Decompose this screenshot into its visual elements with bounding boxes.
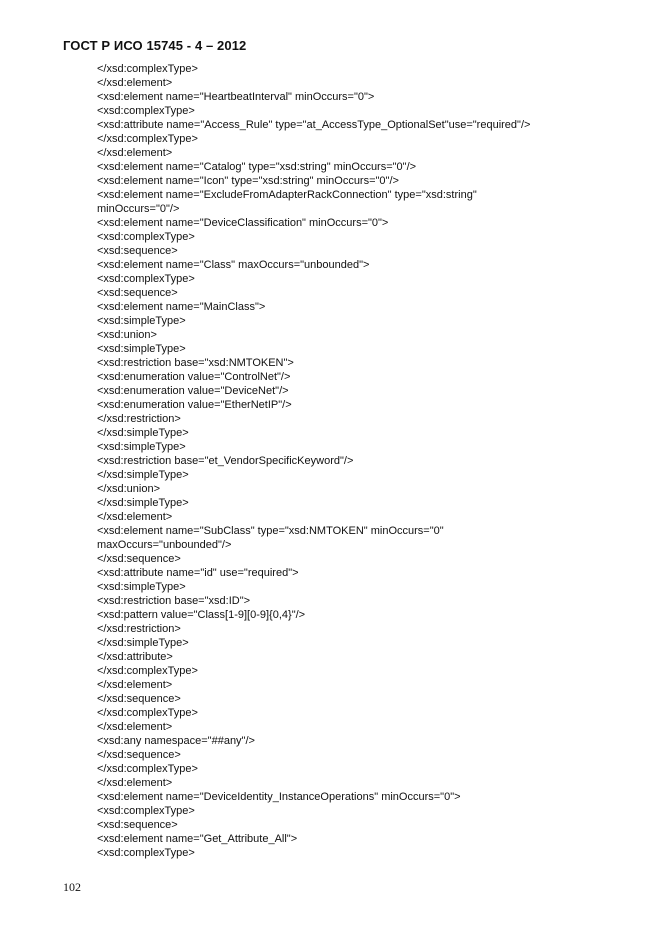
code-line: </xsd:restriction>	[97, 413, 181, 425]
code-line: <xsd:attribute name="Access_Rule" type="at_AccessType_OptionalSet"use="required"/>	[97, 119, 531, 131]
code-line: <xsd:element name="Class" maxOccurs="unbounded">	[97, 259, 370, 271]
code-line: <xsd:complexType>	[97, 231, 195, 243]
code-line: <xsd:union>	[97, 329, 157, 341]
code-line: </xsd:sequence>	[97, 553, 181, 565]
code-line: </xsd:complexType>	[97, 63, 198, 75]
code-line: <xsd:enumeration value="ControlNet"/>	[97, 371, 291, 383]
code-line: </xsd:simpleType>	[97, 497, 189, 509]
code-line: <xsd:restriction base="xsd:ID">	[97, 595, 251, 607]
code-line: minOccurs="0"/>	[97, 203, 180, 215]
code-line: <xsd:sequence>	[97, 245, 178, 257]
code-line: </xsd:sequence>	[97, 749, 181, 761]
code-line: </xsd:complexType>	[97, 665, 198, 677]
code-line: <xsd:element name="Icon" type="xsd:string" minOccurs="0"/>	[97, 175, 399, 187]
code-line: maxOccurs="unbounded"/>	[97, 539, 232, 551]
code-line: <xsd:element name="SubClass" type="xsd:NMTOKEN" minOccurs="0"	[97, 525, 444, 537]
code-line: </xsd:element>	[97, 777, 173, 789]
code-line: <xsd:simpleType>	[97, 315, 186, 327]
code-line: </xsd:attribute>	[97, 651, 173, 663]
code-line: <xsd:simpleType>	[97, 581, 186, 593]
code-line: <xsd:complexType>	[97, 273, 195, 285]
code-line: <xsd:element name="MainClass">	[97, 301, 266, 313]
code-line: </xsd:simpleType>	[97, 469, 189, 481]
code-line: <xsd:attribute name="id" use="required">	[97, 567, 299, 579]
code-line: </xsd:element>	[97, 147, 173, 159]
code-line: <xsd:sequence>	[97, 287, 178, 299]
code-line: <xsd:enumeration value="EtherNetIP"/>	[97, 399, 292, 411]
code-line: </xsd:union>	[97, 483, 160, 495]
code-line: </xsd:complexType>	[97, 707, 198, 719]
code-line: <xsd:element name="Get_Attribute_All">	[97, 833, 298, 845]
code-line: </xsd:simpleType>	[97, 637, 189, 649]
code-line: </xsd:element>	[97, 77, 173, 89]
code-line: <xsd:enumeration value="DeviceNet"/>	[97, 385, 289, 397]
code-line: </xsd:sequence>	[97, 693, 181, 705]
page-number: 102	[63, 880, 81, 894]
code-line: </xsd:simpleType>	[97, 427, 189, 439]
code-line: <xsd:complexType>	[97, 847, 195, 859]
code-line: <xsd:element name="HeartbeatInterval" minOccurs="0">	[97, 91, 375, 103]
xsd-code-block	[97, 62, 637, 860]
code-line: <xsd:complexType>	[97, 805, 195, 817]
code-line: <xsd:element name="DeviceIdentity_InstanceOperations" minOccurs="0">	[97, 791, 461, 803]
code-line: <xsd:sequence>	[97, 819, 178, 831]
code-line: <xsd:element name="Catalog" type="xsd:string" minOccurs="0"/>	[97, 161, 417, 173]
code-line: <xsd:restriction base="et_VendorSpecificKeyword"/>	[97, 455, 354, 467]
code-line: </xsd:element>	[97, 511, 173, 523]
code-line: </xsd:complexType>	[97, 133, 198, 145]
code-line: </xsd:element>	[97, 721, 173, 733]
code-line: <xsd:element name="DeviceClassification" minOccurs="0">	[97, 217, 389, 229]
code-line: <xsd:pattern value="Class[1-9][0-9]{0,4}"/>	[97, 609, 306, 621]
page-header-title: ГОСТ Р ИСО 15745 - 4 – 2012	[63, 38, 247, 53]
code-line: <xsd:any namespace="##any"/>	[97, 735, 255, 747]
code-line: </xsd:element>	[97, 679, 173, 691]
code-line: </xsd:complexType>	[97, 763, 198, 775]
code-line: <xsd:element name="ExcludeFromAdapterRackConnection" type="xsd:string"	[97, 189, 477, 201]
code-line: <xsd:simpleType>	[97, 343, 186, 355]
code-line: <xsd:complexType>	[97, 105, 195, 117]
code-line: </xsd:restriction>	[97, 623, 181, 635]
code-line: <xsd:simpleType>	[97, 441, 186, 453]
code-line: <xsd:restriction base="xsd:NMTOKEN">	[97, 357, 294, 369]
